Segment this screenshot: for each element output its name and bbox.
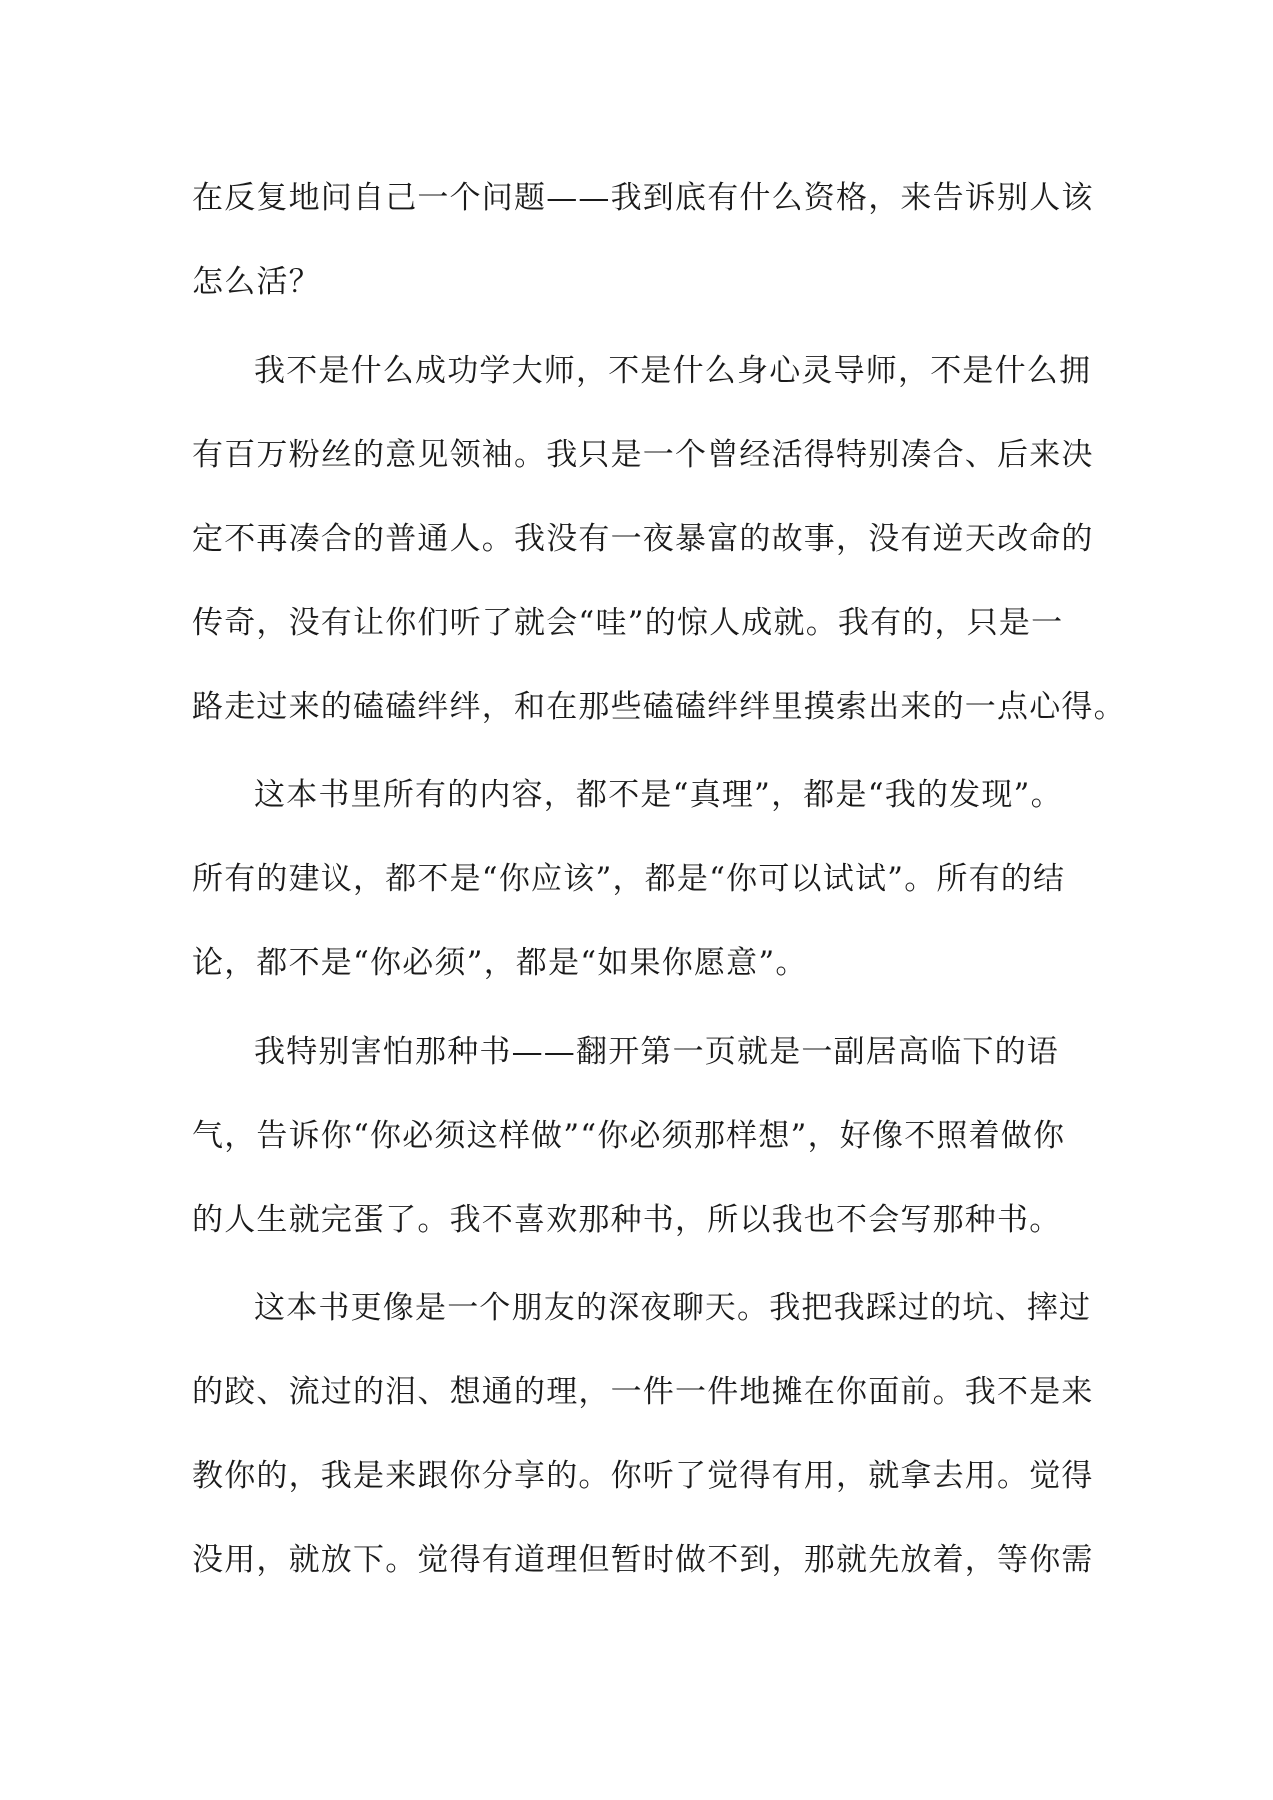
text-line: 所有的建议，都不是“你应该”，都是“你可以试试”。所有的结 (192, 861, 1066, 897)
text-line: 传奇，没有让你们听了就会“哇”的惊人成就。我有的，只是一 (192, 605, 1064, 641)
text-line: 怎么活？ (192, 264, 321, 300)
text-line: 的跤、流过的泪、想通的理，一件一件地摊在你面前。我不是来 (192, 1374, 1094, 1410)
text-line: 这本书更像是一个朋友的深夜聊天。我把我踩过的坑、摔过 (254, 1290, 1092, 1326)
text-line: 我特别害怕那种书——翻开第一页就是一副居高临下的语 (254, 1034, 1059, 1070)
text-line: 我不是什么成功学大师，不是什么身心灵导师，不是什么拥 (254, 353, 1092, 389)
text-line: 这本书里所有的内容，都不是“真理”，都是“我的发现”。 (254, 777, 1063, 813)
text-line: 的人生就完蛋了。我不喜欢那种书，所以我也不会写那种书。 (192, 1202, 1062, 1238)
text-line: 路走过来的磕磕绊绊，和在那些磕磕绊绊里摸索出来的一点心得。 (192, 689, 1126, 725)
text-line: 定不再凑合的普通人。我没有一夜暴富的故事，没有逆天改命的 (192, 521, 1094, 557)
text-line: 论，都不是“你必须”，都是“如果你愿意”。 (192, 945, 808, 981)
text-line: 没用，就放下。觉得有道理但暂时做不到，那就先放着，等你需 (192, 1542, 1094, 1578)
text-line: 有百万粉丝的意见领袖。我只是一个曾经活得特别凑合、后来决 (192, 437, 1094, 473)
text-line: 教你的，我是来跟你分享的。你听了觉得有用，就拿去用。觉得 (192, 1458, 1094, 1494)
text-line: 气，告诉你“你必须这样做”“你必须那样想”，好像不照着做你 (192, 1118, 1066, 1154)
text-line: 在反复地问自己一个问题——我到底有什么资格，来告诉别人该 (192, 180, 1094, 216)
